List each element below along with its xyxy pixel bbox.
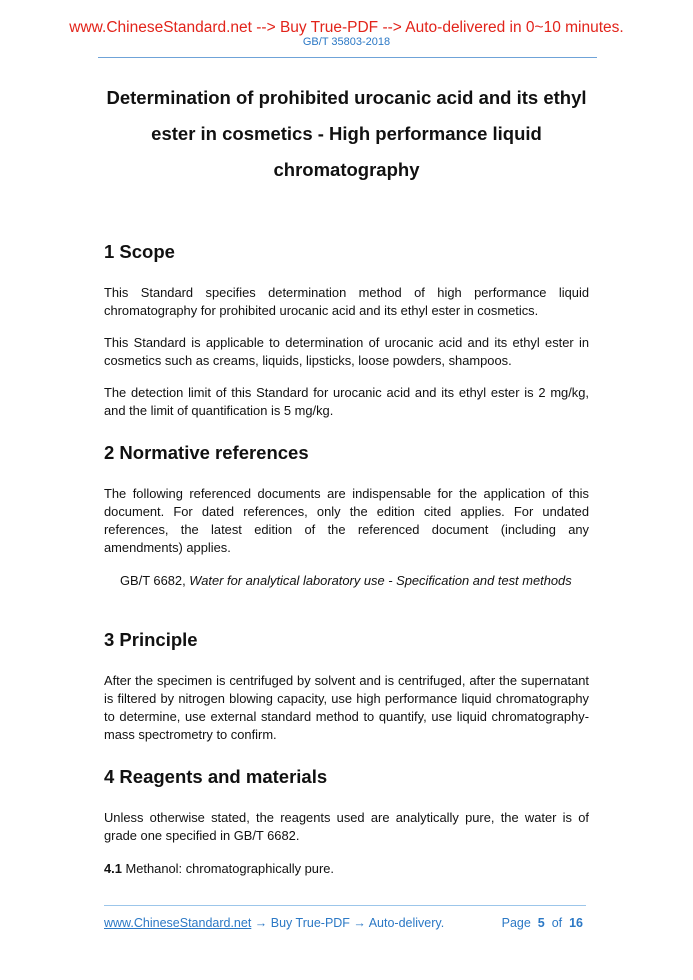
title-line: Determination of prohibited urocanic acid and its ethyl	[106, 87, 587, 108]
reference-entry	[120, 572, 589, 590]
reference-code: GB/T 6682,	[120, 573, 186, 588]
section-scope	[104, 241, 589, 263]
item-text: Methanol: chromatographically pure.	[121, 861, 335, 876]
reagent-item-4-1	[104, 860, 589, 878]
paragraph: The detection limit of this Standard for urocanic acid and its ethyl ester is 2 mg/kg, and the limit of quantification is 5 mg/kg.	[104, 385, 589, 418]
page-of: of	[551, 916, 563, 930]
header-divider	[98, 57, 597, 58]
section-heading: 3 Principle	[104, 629, 198, 650]
paragraph: The following referenced documents are indispensable for the application of this document. For dated references, only the edition cited applies. For undated references, the latest edition of the referenced document (including any amendments) applies.	[104, 486, 589, 555]
principle-paragraph	[104, 672, 589, 744]
footer-tagline: → Buy True-PDF → Auto-delivery.	[251, 916, 445, 930]
footer-divider	[104, 905, 586, 906]
paragraph: Unless otherwise stated, the reagents used are analytically pure, the water is of grade one specified in GB/T 6682.	[104, 810, 589, 843]
paragraph: This Standard is applicable to determination of urocanic acid and its ethyl ester in cosmetics such as creams, liquids, lipsticks, loose powders, shampoos.	[104, 335, 589, 368]
paragraph: After the specimen is centrifuged by solvent and is centrifuged, after the supernatant is filtered by nitrogen blowing capacity, use high performance liquid chromatography to determine, use external standard method to quantify, use liquid chromatography-mass spectrometry to confirm.	[104, 673, 589, 742]
reagents-paragraph	[104, 809, 589, 845]
standard-code: GB/T 35803-2018	[302, 36, 391, 48]
page-indicator	[502, 915, 583, 931]
footer-site-link[interactable]: www.ChineseStandard.net	[104, 916, 252, 930]
scope-paragraph-3	[104, 384, 589, 420]
title-line: ester in cosmetics - High performance liquid	[151, 123, 542, 144]
scope-paragraph-2	[104, 334, 589, 370]
section-reagents	[104, 766, 589, 788]
document-title	[90, 80, 603, 188]
section-normative-references	[104, 442, 589, 464]
normative-paragraph	[104, 485, 589, 557]
promo-banner: www.ChineseStandard.net --> Buy True-PDF --> Auto-delivered in 0~10 minutes.	[69, 19, 624, 36]
scope-paragraph-1	[104, 284, 589, 320]
item-number: 4.1	[104, 861, 122, 876]
list-item	[104, 860, 589, 878]
section-principle	[104, 629, 589, 651]
page-label: Page	[501, 916, 531, 930]
page-footer	[104, 915, 586, 931]
reference-item	[120, 572, 589, 590]
reference-title: Water for analytical laboratory use - Specification and test methods	[189, 573, 572, 588]
section-heading: 1 Scope	[104, 241, 175, 262]
section-heading: 4 Reagents and materials	[104, 766, 328, 787]
page-total: 16	[569, 916, 583, 930]
section-heading: 2 Normative references	[104, 442, 309, 463]
title-line: chromatography	[273, 159, 420, 180]
paragraph: This Standard specifies determination method of high performance liquid chromatography for prohibited urocanic acid and its ethyl ester in cosmetics.	[104, 285, 589, 318]
page-current: 5	[537, 916, 545, 930]
